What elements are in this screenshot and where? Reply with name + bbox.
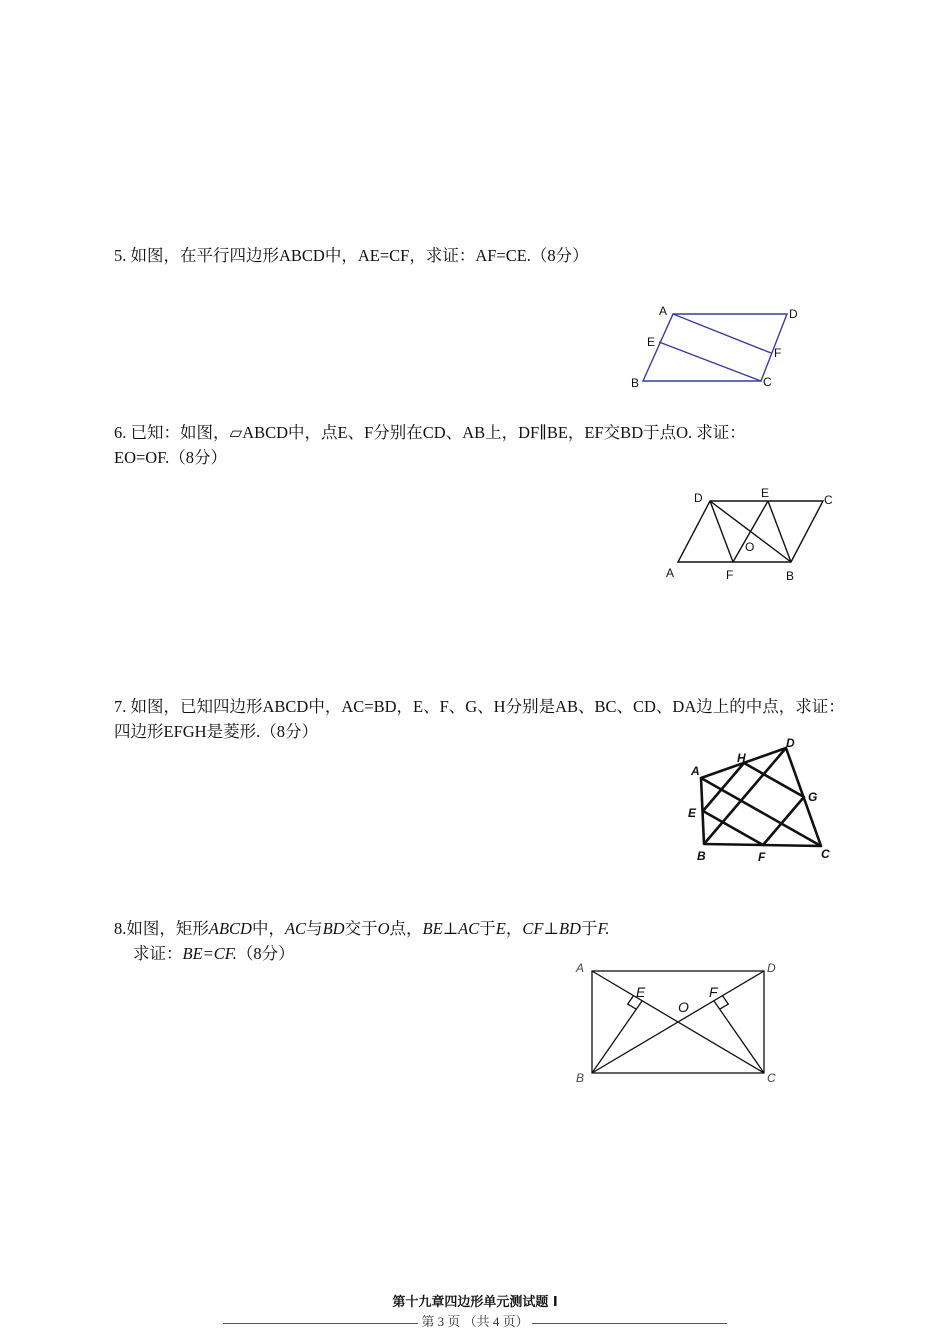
question-5 (114, 243, 589, 268)
label-d: D (786, 736, 795, 750)
label-a: A (576, 961, 585, 975)
q8-text: 于 (580, 919, 598, 938)
label-a: A (659, 304, 668, 318)
segment-af (673, 314, 771, 353)
footer-title: 第十九章四边形单元测试题 I (392, 1295, 558, 1310)
label-c: C (767, 1071, 776, 1085)
label-b: B (631, 376, 640, 390)
q8-text: 交于 (344, 919, 378, 938)
label-d: D (789, 307, 798, 321)
label-a: A (691, 764, 700, 778)
question-6 (114, 420, 746, 470)
q8-f: F. (597, 919, 610, 938)
label-e: E (688, 806, 697, 820)
label-o: O (678, 999, 689, 1015)
label-f: F (758, 850, 766, 864)
question-7-line-2: 四边形EFGH是菱形.（8分） (114, 722, 318, 741)
label-b: B (786, 569, 795, 583)
label-g: G (808, 790, 818, 804)
footer-page-number: 第 3 页 （共 4 页） (421, 1314, 529, 1329)
q8-cf-perp-bd: CF⊥BD (522, 919, 581, 938)
label-h: H (737, 751, 746, 765)
label-e: E (636, 984, 646, 1000)
q8-ac: AC (284, 919, 307, 938)
q8-be-perp-ac: BE⊥AC (422, 919, 480, 938)
figure-7-quadrilateral (684, 733, 844, 868)
label-f: F (726, 568, 734, 582)
footer-page-line (0, 1311, 950, 1330)
q8-text: ， (505, 919, 523, 938)
question-6-line-1: 6. 已知：如图，▱ABCD中，点E、F分别在CD、AB上，DF∥BE，EF交BD于点O. 求证： (114, 423, 746, 442)
label-b: B (576, 1071, 585, 1085)
figure-5-parallelogram (625, 300, 810, 395)
q8-text: 求证： (133, 944, 183, 963)
label-f: F (774, 346, 782, 360)
q8-text: （8分） (236, 944, 295, 963)
right-angle-mark-e (628, 996, 637, 1009)
footer-rule-right (532, 1323, 727, 1324)
label-e: E (647, 335, 656, 349)
segment-cf (714, 1001, 764, 1073)
q8-text: 8.如图，矩形 (114, 919, 209, 938)
q8-text: 于 (479, 919, 496, 938)
right-angle-mark-f (720, 996, 729, 1009)
question-8-line-1 (114, 916, 610, 941)
label-a: A (666, 566, 675, 580)
label-d: D (767, 961, 776, 975)
figure-6-parallelogram (660, 485, 845, 585)
label-c: C (763, 375, 772, 389)
parallelogram-abcd (643, 314, 787, 381)
label-d: D (694, 491, 703, 505)
q8-e: E (495, 919, 506, 938)
label-b: B (697, 849, 706, 863)
question-8 (114, 916, 610, 966)
q8-be-eq-cf: BE=CF. (182, 944, 237, 963)
q8-text: 中， (251, 919, 285, 938)
rhombus-efgh (703, 763, 804, 845)
label-c: C (824, 493, 833, 507)
label-o: O (745, 540, 755, 554)
segment-ec (659, 342, 761, 381)
question-6-line-2: EO=OF.（8分） (114, 448, 227, 467)
figure-8-rectangle (570, 955, 785, 1090)
label-e: E (761, 486, 770, 500)
question-5-text: 5. 如图，在平行四边形ABCD中，AE=CF，求证：AF=CE.（8分） (114, 246, 589, 265)
q8-bd: BD (322, 919, 345, 938)
label-c: C (821, 847, 830, 861)
footer-rule-left (223, 1323, 418, 1324)
label-f: F (709, 984, 718, 1000)
diagonal-ac (701, 778, 821, 846)
segment-be (592, 1001, 642, 1073)
q8-text: 点， (389, 919, 423, 938)
q8-o: O (377, 919, 390, 938)
q8-text: 与 (306, 919, 323, 938)
question-7-line-1: 7. 如图，已知四边形ABCD中，AC=BD，E、F、G、H分别是AB、BC、CD、DA边上的中点，求证： (114, 697, 845, 716)
q8-abcd: ABCD (208, 919, 252, 938)
question-8-line-2 (114, 941, 610, 966)
